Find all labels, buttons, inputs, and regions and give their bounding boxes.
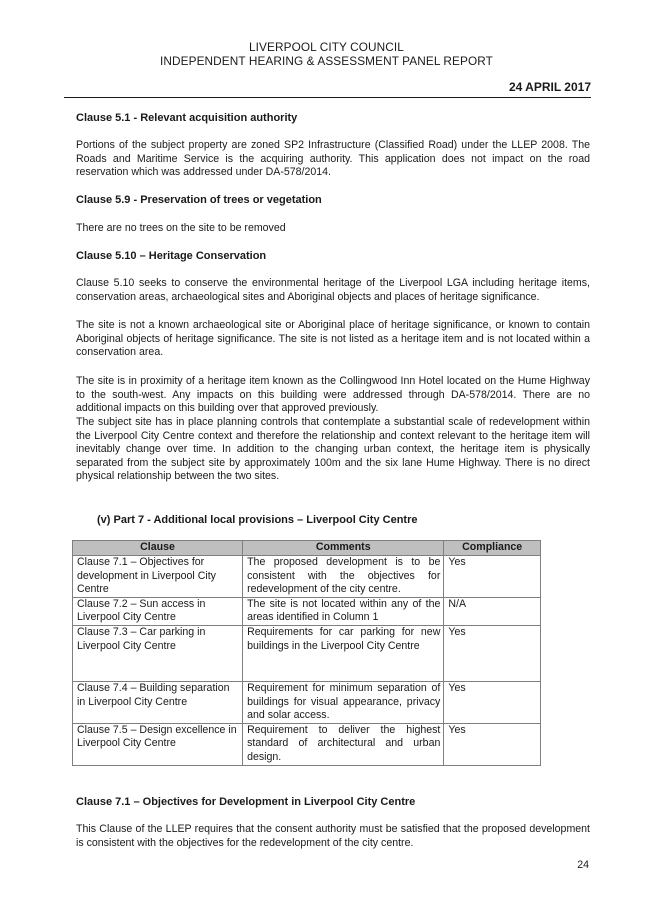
cell-comments: The proposed development is to be consistent with the objectives for redevelopment of the city centre.: [243, 556, 444, 598]
paragraph-clause-5-1: Portions of the subject property are zoned SP2 Infrastructure (Classified Road) under the LLEP 2008. The Roads and Maritime Service is the acquiring authority. This application does not impact on the road reservation which was addressed under DA-578/2014.: [76, 139, 590, 179]
cell-compliance: Yes: [444, 681, 541, 723]
paragraph-clause-5-9: There are no trees on the site to be removed: [76, 222, 286, 234]
column-header-compliance: Compliance: [444, 541, 541, 556]
paragraph-clause-7-1: This Clause of the LLEP requires that the consent authority must be satisfied that the proposed development is consistent with the objectives for the redevelopment of the city centre.: [76, 823, 590, 849]
report-date: 24 APRIL 2017: [508, 80, 591, 94]
heading-clause-5-9: Clause 5.9 - Preservation of trees or vegetation: [76, 194, 322, 206]
paragraph-heritage-1: Clause 5.10 seeks to conserve the environmental heritage of the Liverpool LGA including heritage items, conservation areas, archaeological sites and Aboriginal objects and places of heritage significance.: [76, 277, 590, 303]
paragraph-heritage-3: The site is in proximity of a heritage item known as the Collingwood Inn Hotel located on the Hume Highway to the south-west. Any impacts on this building were addressed through DA-578/2014. There are no additional impacts on this building over that approved previously.: [76, 375, 590, 415]
table-row: [73, 597, 541, 625]
table-row: [73, 556, 541, 598]
report-header-council: LIVERPOOL CITY COUNCIL: [249, 40, 404, 54]
cell-clause: Clause 7.5 – Design excellence in Liverpool City Centre: [73, 723, 243, 765]
table-row: [73, 681, 541, 723]
cell-clause: Clause 7.1 – Objectives for development in Liverpool City Centre: [73, 556, 243, 598]
cell-clause: Clause 7.3 – Car parking in Liverpool City Centre: [73, 625, 243, 681]
header-divider: [64, 97, 591, 98]
page-number: 24: [577, 859, 589, 871]
table-row: [73, 723, 541, 765]
cell-compliance: Yes: [444, 556, 541, 598]
heading-part-7: (v) Part 7 - Additional local provisions – Liverpool City Centre: [97, 514, 418, 526]
heading-clause-5-10: Clause 5.10 – Heritage Conservation: [76, 250, 267, 262]
table-header-row: [73, 541, 541, 556]
table-row: [73, 625, 541, 681]
report-header-title: INDEPENDENT HEARING & ASSESSMENT PANEL REPORT: [160, 54, 493, 68]
cell-comments: The site is not located within any of the areas identified in Column 1: [243, 597, 444, 625]
heading-clause-7-1: Clause 7.1 – Objectives for Development in Liverpool City Centre: [76, 796, 416, 808]
cell-comments: Requirement to deliver the highest standard of architectural and urban design.: [243, 723, 444, 765]
cell-clause: Clause 7.4 – Building separation in Liverpool City Centre: [73, 681, 243, 723]
column-header-clause: Clause: [73, 541, 243, 556]
cell-compliance: Yes: [444, 625, 541, 681]
column-header-comments: Comments: [243, 541, 444, 556]
cell-comments: Requirement for minimum separation of buildings for visual appearance, privacy and solar access.: [243, 681, 444, 723]
heading-clause-5-1: Clause 5.1 - Relevant acquisition authority: [76, 112, 298, 124]
paragraph-heritage-4: The subject site has in place planning controls that contemplate a substantial scale of redevelopment within the Liverpool City Centre context and therefore the relationship and context relevant to the heritage item will inevitably change over time. In addition to the changing urban context, the heritage item is physically separated from the subject site by approximately 100m and the six lane Hume Highway. There is no direct physical relationship between the two sites.: [76, 416, 590, 483]
cell-compliance: N/A: [444, 597, 541, 625]
cell-compliance: Yes: [444, 723, 541, 765]
paragraph-heritage-2: The site is not a known archaeological site or Aboriginal place of heritage significance, or known to contain Aboriginal objects of heritage significance. The site is not listed as a heritage item and is not located within a conservation area.: [76, 319, 590, 359]
compliance-table: [72, 540, 541, 766]
cell-clause: Clause 7.2 – Sun access in Liverpool City Centre: [73, 597, 243, 625]
cell-comments: Requirements for car parking for new buildings in the Liverpool City Centre: [243, 625, 444, 681]
